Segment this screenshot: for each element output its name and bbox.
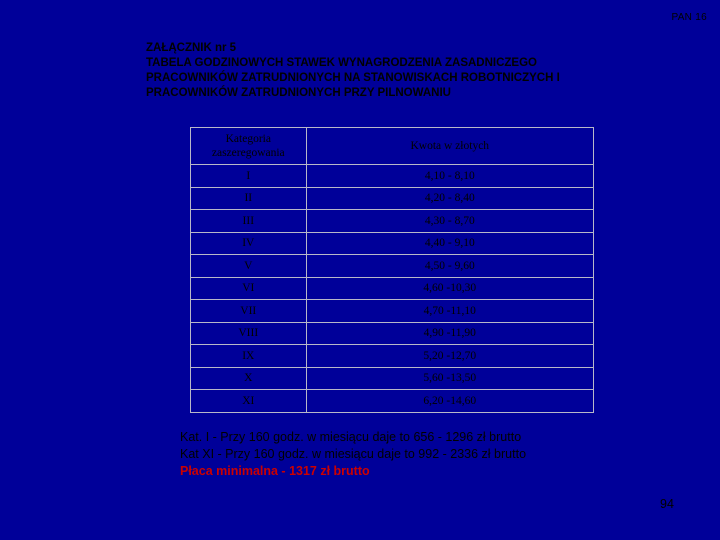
row-category: X <box>191 367 307 390</box>
row-category: VII <box>191 300 307 323</box>
document-title <box>146 41 666 101</box>
row-amount: 4,40 - 9,10 <box>306 232 593 255</box>
note-cat-xi: Kat XI - Przy 160 godz. w miesiącu daje to 992 - 2336 zł brutto <box>180 447 527 461</box>
row-category: VI <box>191 277 307 300</box>
table-row <box>191 345 594 368</box>
row-category: V <box>191 255 307 278</box>
table-header-row <box>191 128 594 165</box>
row-amount: 4,30 - 8,70 <box>306 210 593 233</box>
row-amount: 4,60 -10,30 <box>306 277 593 300</box>
table-row <box>191 165 594 188</box>
row-category: XI <box>191 390 307 413</box>
title-line-1: ZAŁĄCZNIK nr 5 <box>146 42 237 54</box>
note-cat-i: Kat. I - Przy 160 godz. w miesiącu daje to 656 - 1296 zł brutto <box>180 430 522 444</box>
table-row <box>191 232 594 255</box>
row-amount: 5,60 -13,50 <box>306 367 593 390</box>
notes-block <box>180 429 526 480</box>
pan-label: PAN 16 <box>671 12 707 23</box>
table-row <box>191 210 594 233</box>
wage-rates-table <box>190 127 594 413</box>
table-row <box>191 187 594 210</box>
header-amount: Kwota w złotych <box>306 128 593 165</box>
table-row <box>191 277 594 300</box>
page-number: 94 <box>660 497 674 511</box>
row-amount: 6,20 -14,60 <box>306 390 593 413</box>
row-category: IX <box>191 345 307 368</box>
table-row <box>191 322 594 345</box>
header-category: Kategoria zaszeregowania <box>191 128 307 165</box>
row-category: II <box>191 187 307 210</box>
row-amount: 4,10 - 8,10 <box>306 165 593 188</box>
row-amount: 4,50 - 9,60 <box>306 255 593 278</box>
row-amount: 4,70 -11,10 <box>306 300 593 323</box>
row-category: VIII <box>191 322 307 345</box>
row-amount: 4,90 -11,90 <box>306 322 593 345</box>
table-row <box>191 390 594 413</box>
row-category: IV <box>191 232 307 255</box>
row-amount: 4,20 - 8,40 <box>306 187 593 210</box>
title-line-2: TABELA GODZINOWYCH STAWEK WYNAGRODZENIA ZASADNICZEGO <box>146 57 537 69</box>
table-row <box>191 367 594 390</box>
note-minimum-wage: Płaca minimalna - 1317 zł brutto <box>180 464 370 478</box>
title-line-4: PRACOWNIKÓW ZATRUDNIONYCH PRZY PILNOWANIU <box>146 87 451 99</box>
row-amount: 5,20 -12,70 <box>306 345 593 368</box>
table-row <box>191 255 594 278</box>
row-category: I <box>191 165 307 188</box>
row-category: III <box>191 210 307 233</box>
table-row <box>191 300 594 323</box>
title-line-3: PRACOWNIKÓW ZATRUDNIONYCH NA STANOWISKACH ROBOTNICZYCH I <box>146 72 560 84</box>
